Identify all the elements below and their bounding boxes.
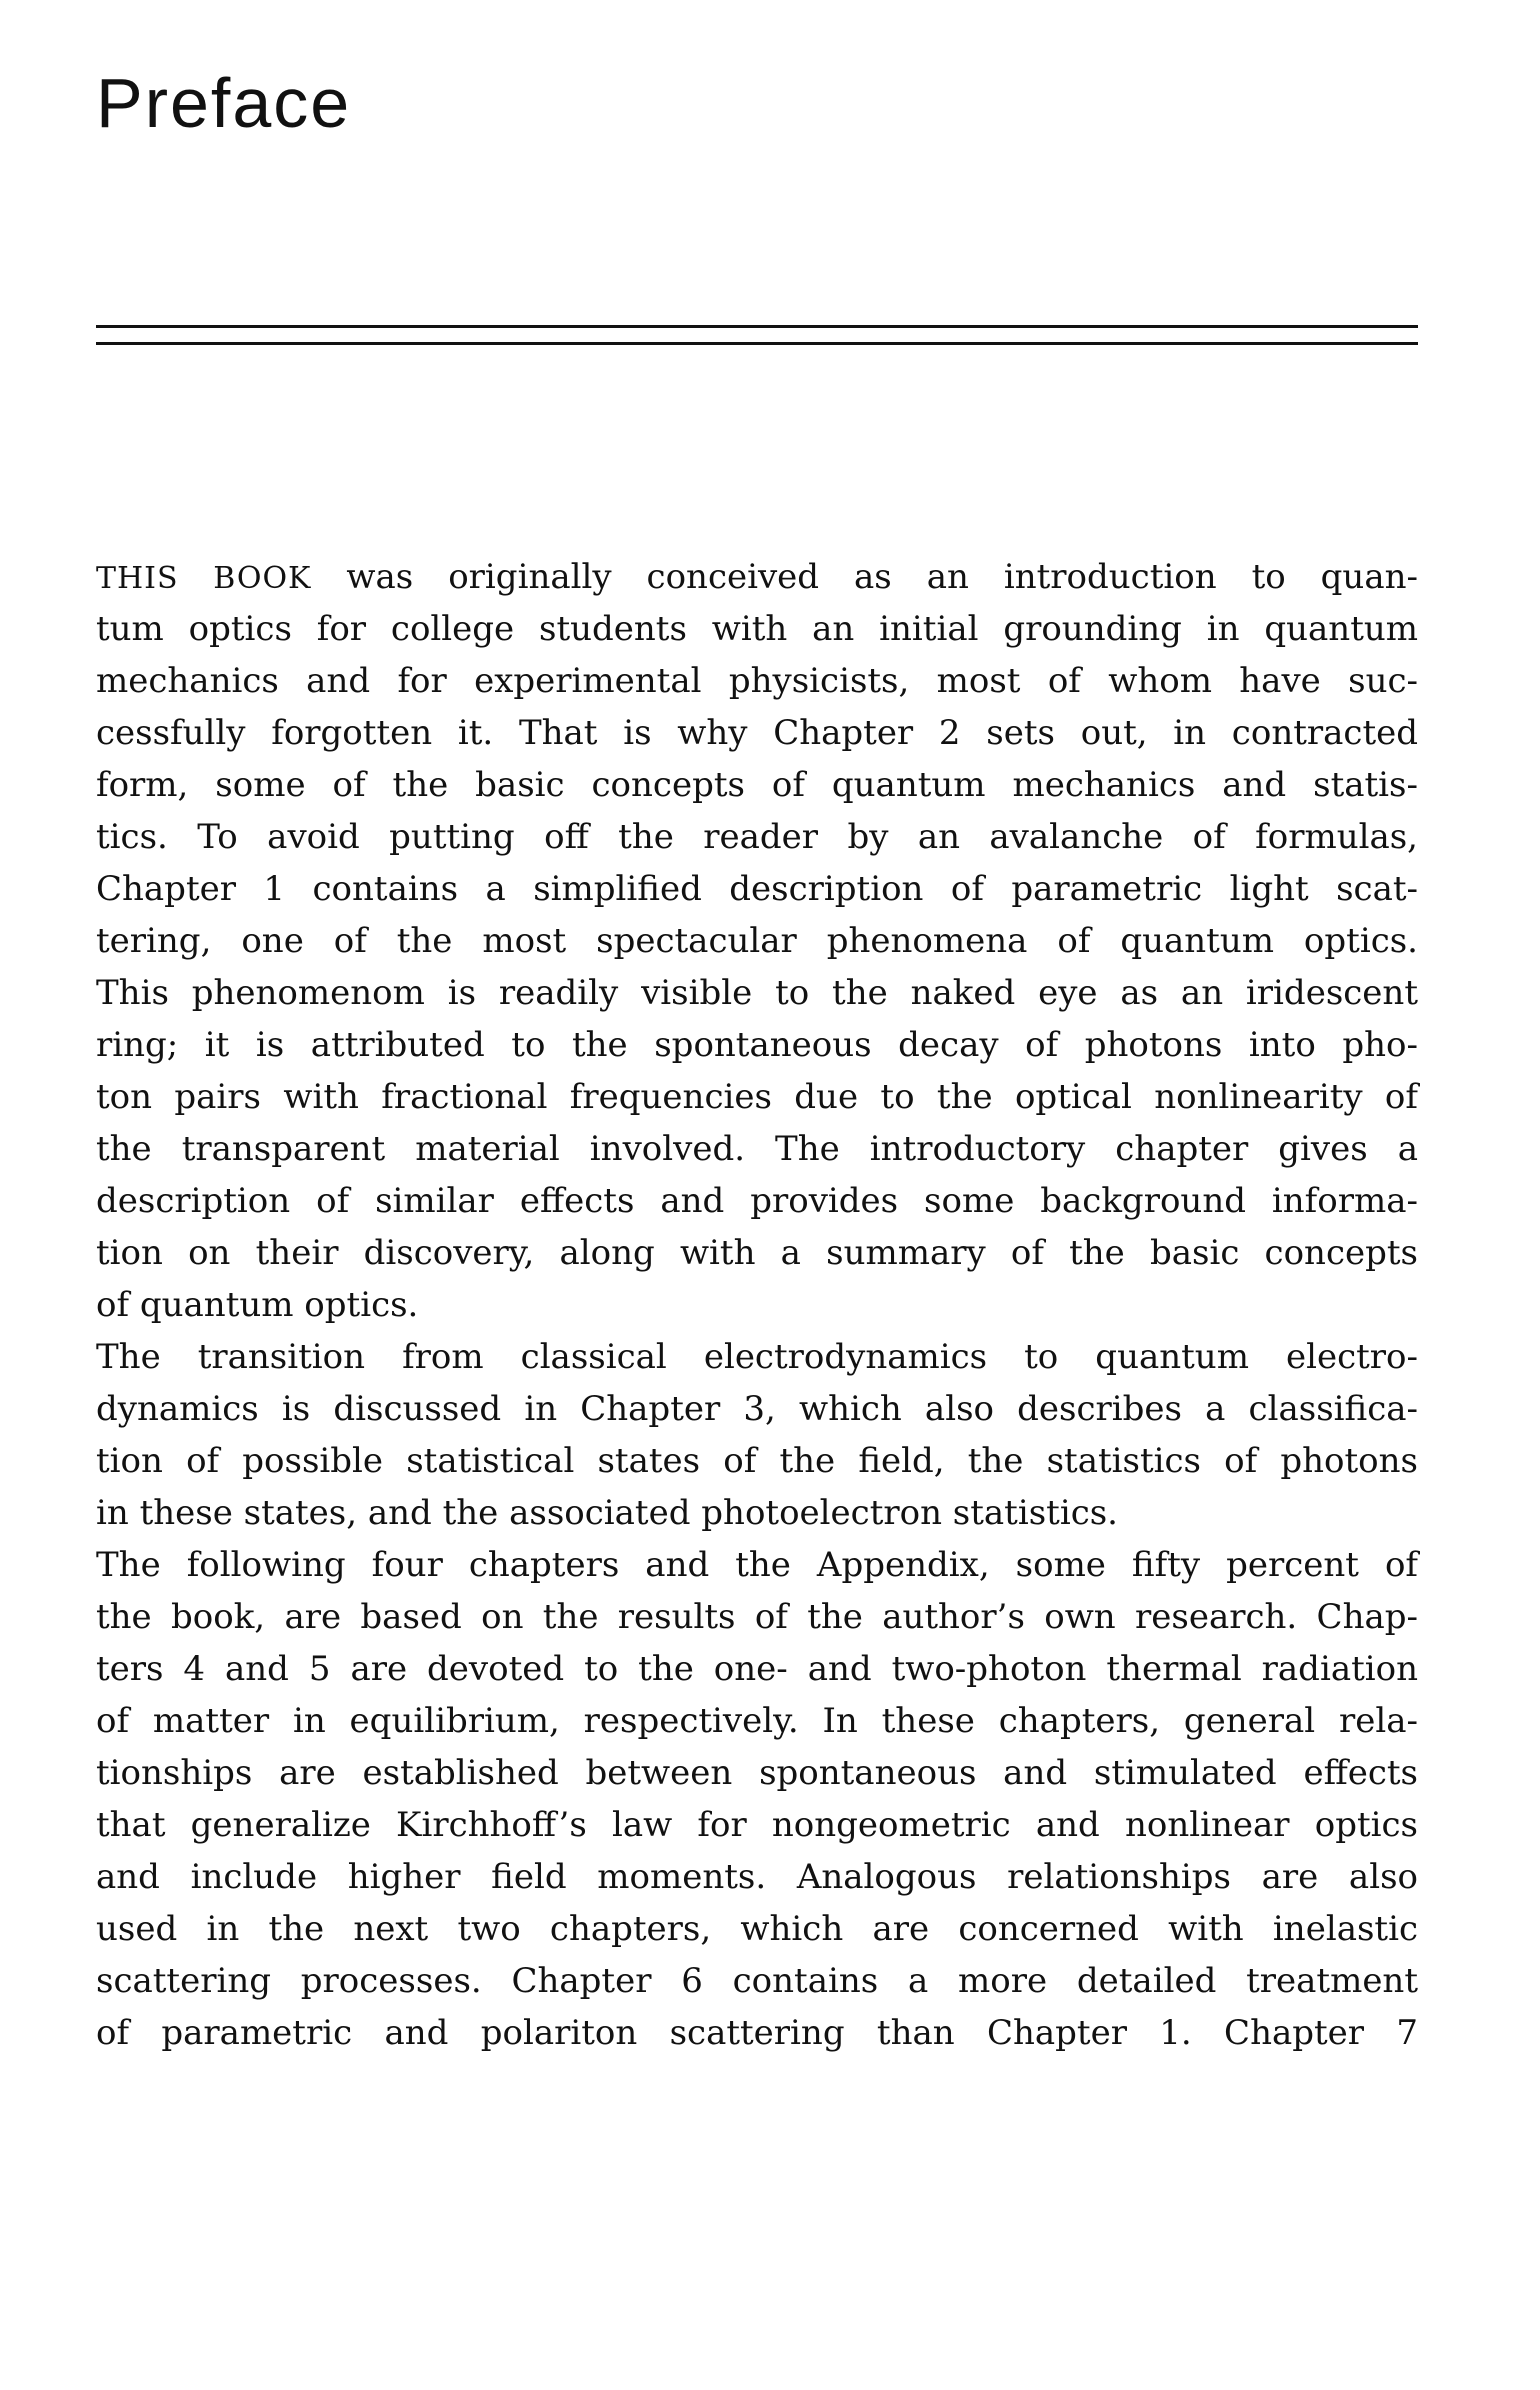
paragraph-line: form, some of the basic concepts of quantum mechanics and statis- bbox=[96, 765, 1418, 805]
paragraph-line: Chapter 1 contains a simplified description of parametric light scat- bbox=[96, 869, 1418, 909]
paragraph-3 bbox=[96, 1539, 1418, 2059]
paragraph-line: tum optics for college students with an initial grounding in quantum bbox=[96, 609, 1418, 649]
paragraph-line: tion of possible statistical states of the field, the statistics of photons bbox=[96, 1441, 1418, 1481]
paragraph-line: that generalize Kirchhoff’s law for nongeometric and nonlinear optics bbox=[96, 1805, 1418, 1845]
paragraph-line: The following four chapters and the Appendix, some fifty percent of bbox=[96, 1545, 1418, 1585]
paragraph-line: of matter in equilibrium, respectively. In these chapters, general rela- bbox=[96, 1701, 1418, 1741]
paragraph-line: of parametric and polariton scattering than Chapter 1. Chapter 7 bbox=[96, 2013, 1418, 2053]
paragraph-line: dynamics is discussed in Chapter 3, which also describes a classifica- bbox=[96, 1389, 1418, 1429]
paragraph-line: tics. To avoid putting off the reader by an avalanche of formulas, bbox=[96, 817, 1418, 857]
paragraph-line: tion on their discovery, along with a summary of the basic concepts bbox=[96, 1233, 1418, 1273]
paragraph-line: mechanics and for experimental physicists, most of whom have suc- bbox=[96, 661, 1418, 701]
paragraph-line: ters 4 and 5 are devoted to the one- and two-photon thermal radiation bbox=[96, 1649, 1418, 1689]
paragraph-line: THIS BOOK was originally conceived as an introduction to quan- bbox=[96, 557, 1418, 597]
paragraph-line: in these states, and the associated photoelectron statistics. bbox=[96, 1493, 1118, 1533]
paragraph-1 bbox=[96, 551, 1418, 1331]
paragraph-line: the book, are based on the results of the author’s own research. Chap- bbox=[96, 1597, 1418, 1637]
paragraph-line: description of similar effects and provides some background informa- bbox=[96, 1181, 1418, 1221]
title-rule-bottom bbox=[96, 342, 1418, 345]
preface-body bbox=[96, 551, 1418, 2059]
paragraph-2 bbox=[96, 1331, 1418, 1539]
paragraph-line: This phenomenom is readily visible to the naked eye as an iridescent bbox=[96, 973, 1418, 1013]
paragraph-line: ton pairs with fractional frequencies due to the optical nonlinearity of bbox=[96, 1077, 1418, 1117]
title-rule-top bbox=[96, 325, 1418, 328]
paragraph-line: ring; it is attributed to the spontaneous decay of photons into pho- bbox=[96, 1025, 1418, 1065]
paragraph-line: and include higher field moments. Analogous relationships are also bbox=[96, 1857, 1418, 1897]
paragraph-line: tionships are established between spontaneous and stimulated effects bbox=[96, 1753, 1418, 1793]
lead-in-small-caps: THIS BOOK bbox=[96, 561, 312, 596]
paragraph-line: cessfully forgotten it. That is why Chapter 2 sets out, in contracted bbox=[96, 713, 1418, 753]
paragraph-line: scattering processes. Chapter 6 contains a more detailed treatment bbox=[96, 1961, 1418, 2001]
paragraph-line: The transition from classical electrodynamics to quantum electro- bbox=[96, 1337, 1418, 1377]
paragraph-line: tering, one of the most spectacular phenomena of quantum optics. bbox=[96, 921, 1418, 961]
paragraph-line: the transparent material involved. The introductory chapter gives a bbox=[96, 1129, 1418, 1169]
paragraph-line: of quantum optics. bbox=[96, 1285, 419, 1325]
page-title: Preface bbox=[96, 64, 352, 142]
paragraph-line: used in the next two chapters, which are concerned with inelastic bbox=[96, 1909, 1418, 1949]
